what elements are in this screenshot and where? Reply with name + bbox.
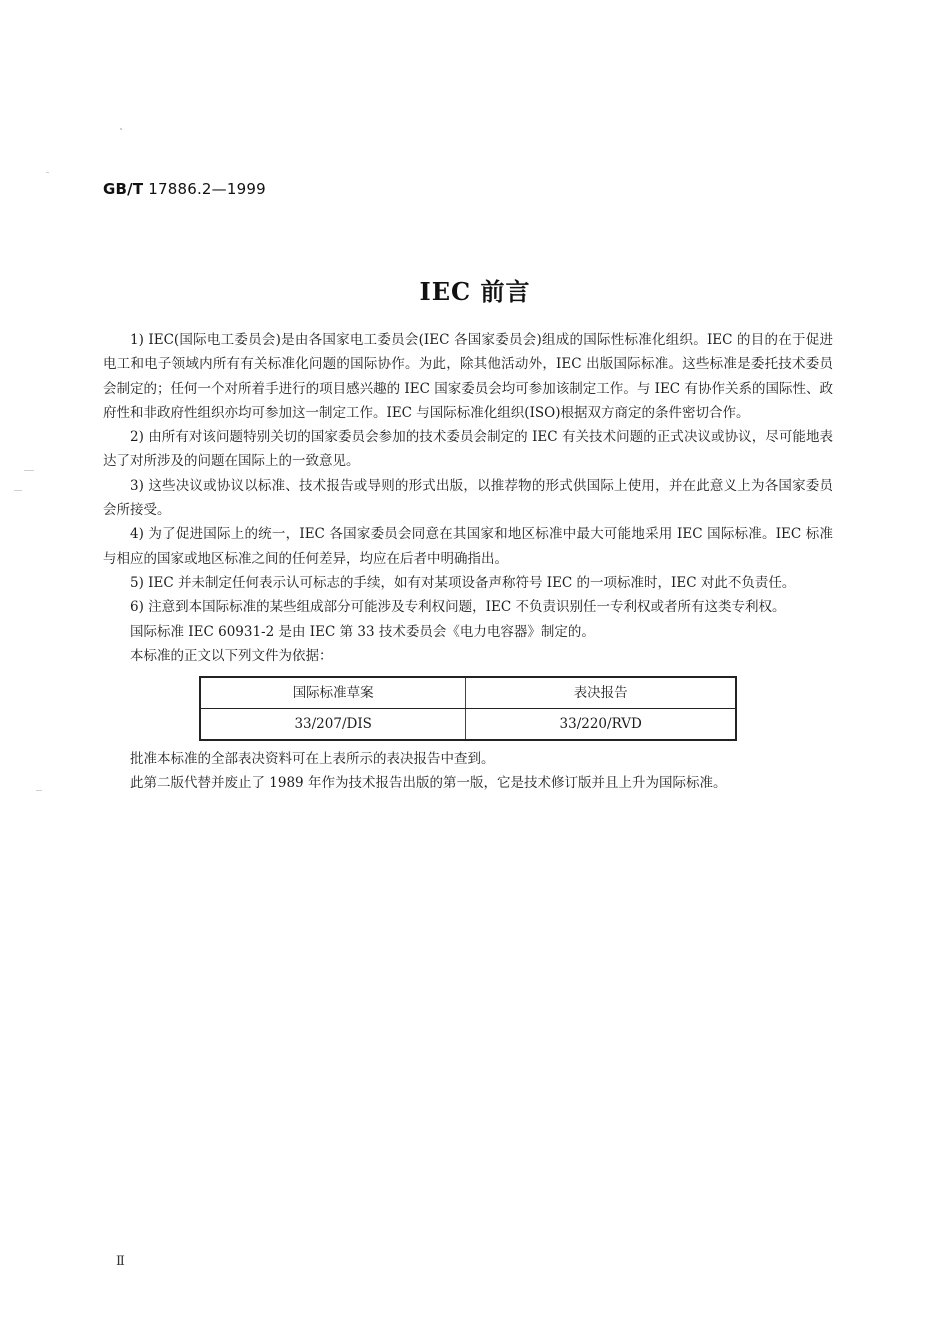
- paragraph-6: 6) 注意到本国际标准的某些组成部分可能涉及专利权问题，IEC 不负责识别任一专利权或者所有这类专利权。: [130, 599, 786, 616]
- scan-speck: [14, 490, 22, 491]
- paragraph-2: 2) 由所有对该问题特别关切的国家委员会参加的技术委员会制定的 IEC 有关技术问题的正式决议或协议，尽可能地表达了对所涉及的问题在国际上的一致意见。: [103, 429, 833, 470]
- paragraph-1: 1) IEC(国际电工委员会)是由各国家电工委员会(IEC 各国家委员会)组成的国际性标准化组织。IEC 的目的在于促进电工和电子领域内所有有关标准化问题的国际协作。为此，除其他活动外，IEC 出版国际标准。这些标准是委托技术委员会制定的；任何一个对所着手进行的项目感兴趣的 IEC 国家委员会均可参加该制定工作。与 IEC 有协作关系的国际性、政府性和非政府性组织亦均可参加这一制定工作。IEC 与国际标准化组织(ISO)根据双方商定的条件密切合作。: [103, 332, 833, 421]
- paragraph-basis: 本标准的正文以下列文件为依据：: [130, 647, 333, 664]
- table-header-cell: 表决报告: [466, 677, 736, 709]
- table-header-row: [200, 677, 736, 709]
- page-number: Ⅱ: [116, 1254, 125, 1269]
- scan-speck: [46, 172, 49, 173]
- standard-code: [103, 180, 266, 198]
- paragraph-edition: 此第二版代替并废止了 1989 年作为技术报告出版的第一版，它是技术修订版并且上升为国际标准。: [130, 775, 727, 792]
- paragraph-4: 4) 为了促进国际上的统一，IEC 各国家委员会同意在其国家和地区标准中最大可能地采用 IEC 国际标准。IEC 标准与相应的国家或地区标准之间的任何差异，均应在后者中明确指出。: [103, 526, 833, 567]
- paragraph-5: 5) IEC 并未制定任何表示认可标志的手续，如有对某项设备声称符号 IEC 的一项标准时，IEC 对此不负责任。: [130, 574, 796, 591]
- table-header-cell: 国际标准草案: [200, 677, 466, 709]
- scan-speck: [120, 128, 122, 130]
- standard-prefix: GB/T: [103, 180, 144, 198]
- paragraph-approval: 批准本标准的全部表决资料可在上表所示的表决报告中查到。: [130, 751, 495, 768]
- voting-documents-table: [199, 676, 737, 741]
- table-cell: 33/207/DIS: [200, 709, 466, 741]
- paragraph-3: 3) 这些决议或协议以标准、技术报告或导则的形式出版，以推荐物的形式供国际上使用，并在此意义上为各国家委员会所接受。: [103, 477, 833, 519]
- paragraph-source: 国际标准 IEC 60931-2 是由 IEC 第 33 技术委员会《电力电容器》制定的。: [130, 623, 595, 640]
- table-cell: 33/220/RVD: [466, 709, 736, 741]
- table-row: [200, 709, 736, 741]
- scan-speck: [24, 470, 34, 471]
- standard-number: 17886.2—1999: [148, 180, 266, 198]
- page-title: IEC 前言: [419, 277, 531, 306]
- scan-speck: [36, 790, 42, 791]
- document-body: [103, 328, 833, 796]
